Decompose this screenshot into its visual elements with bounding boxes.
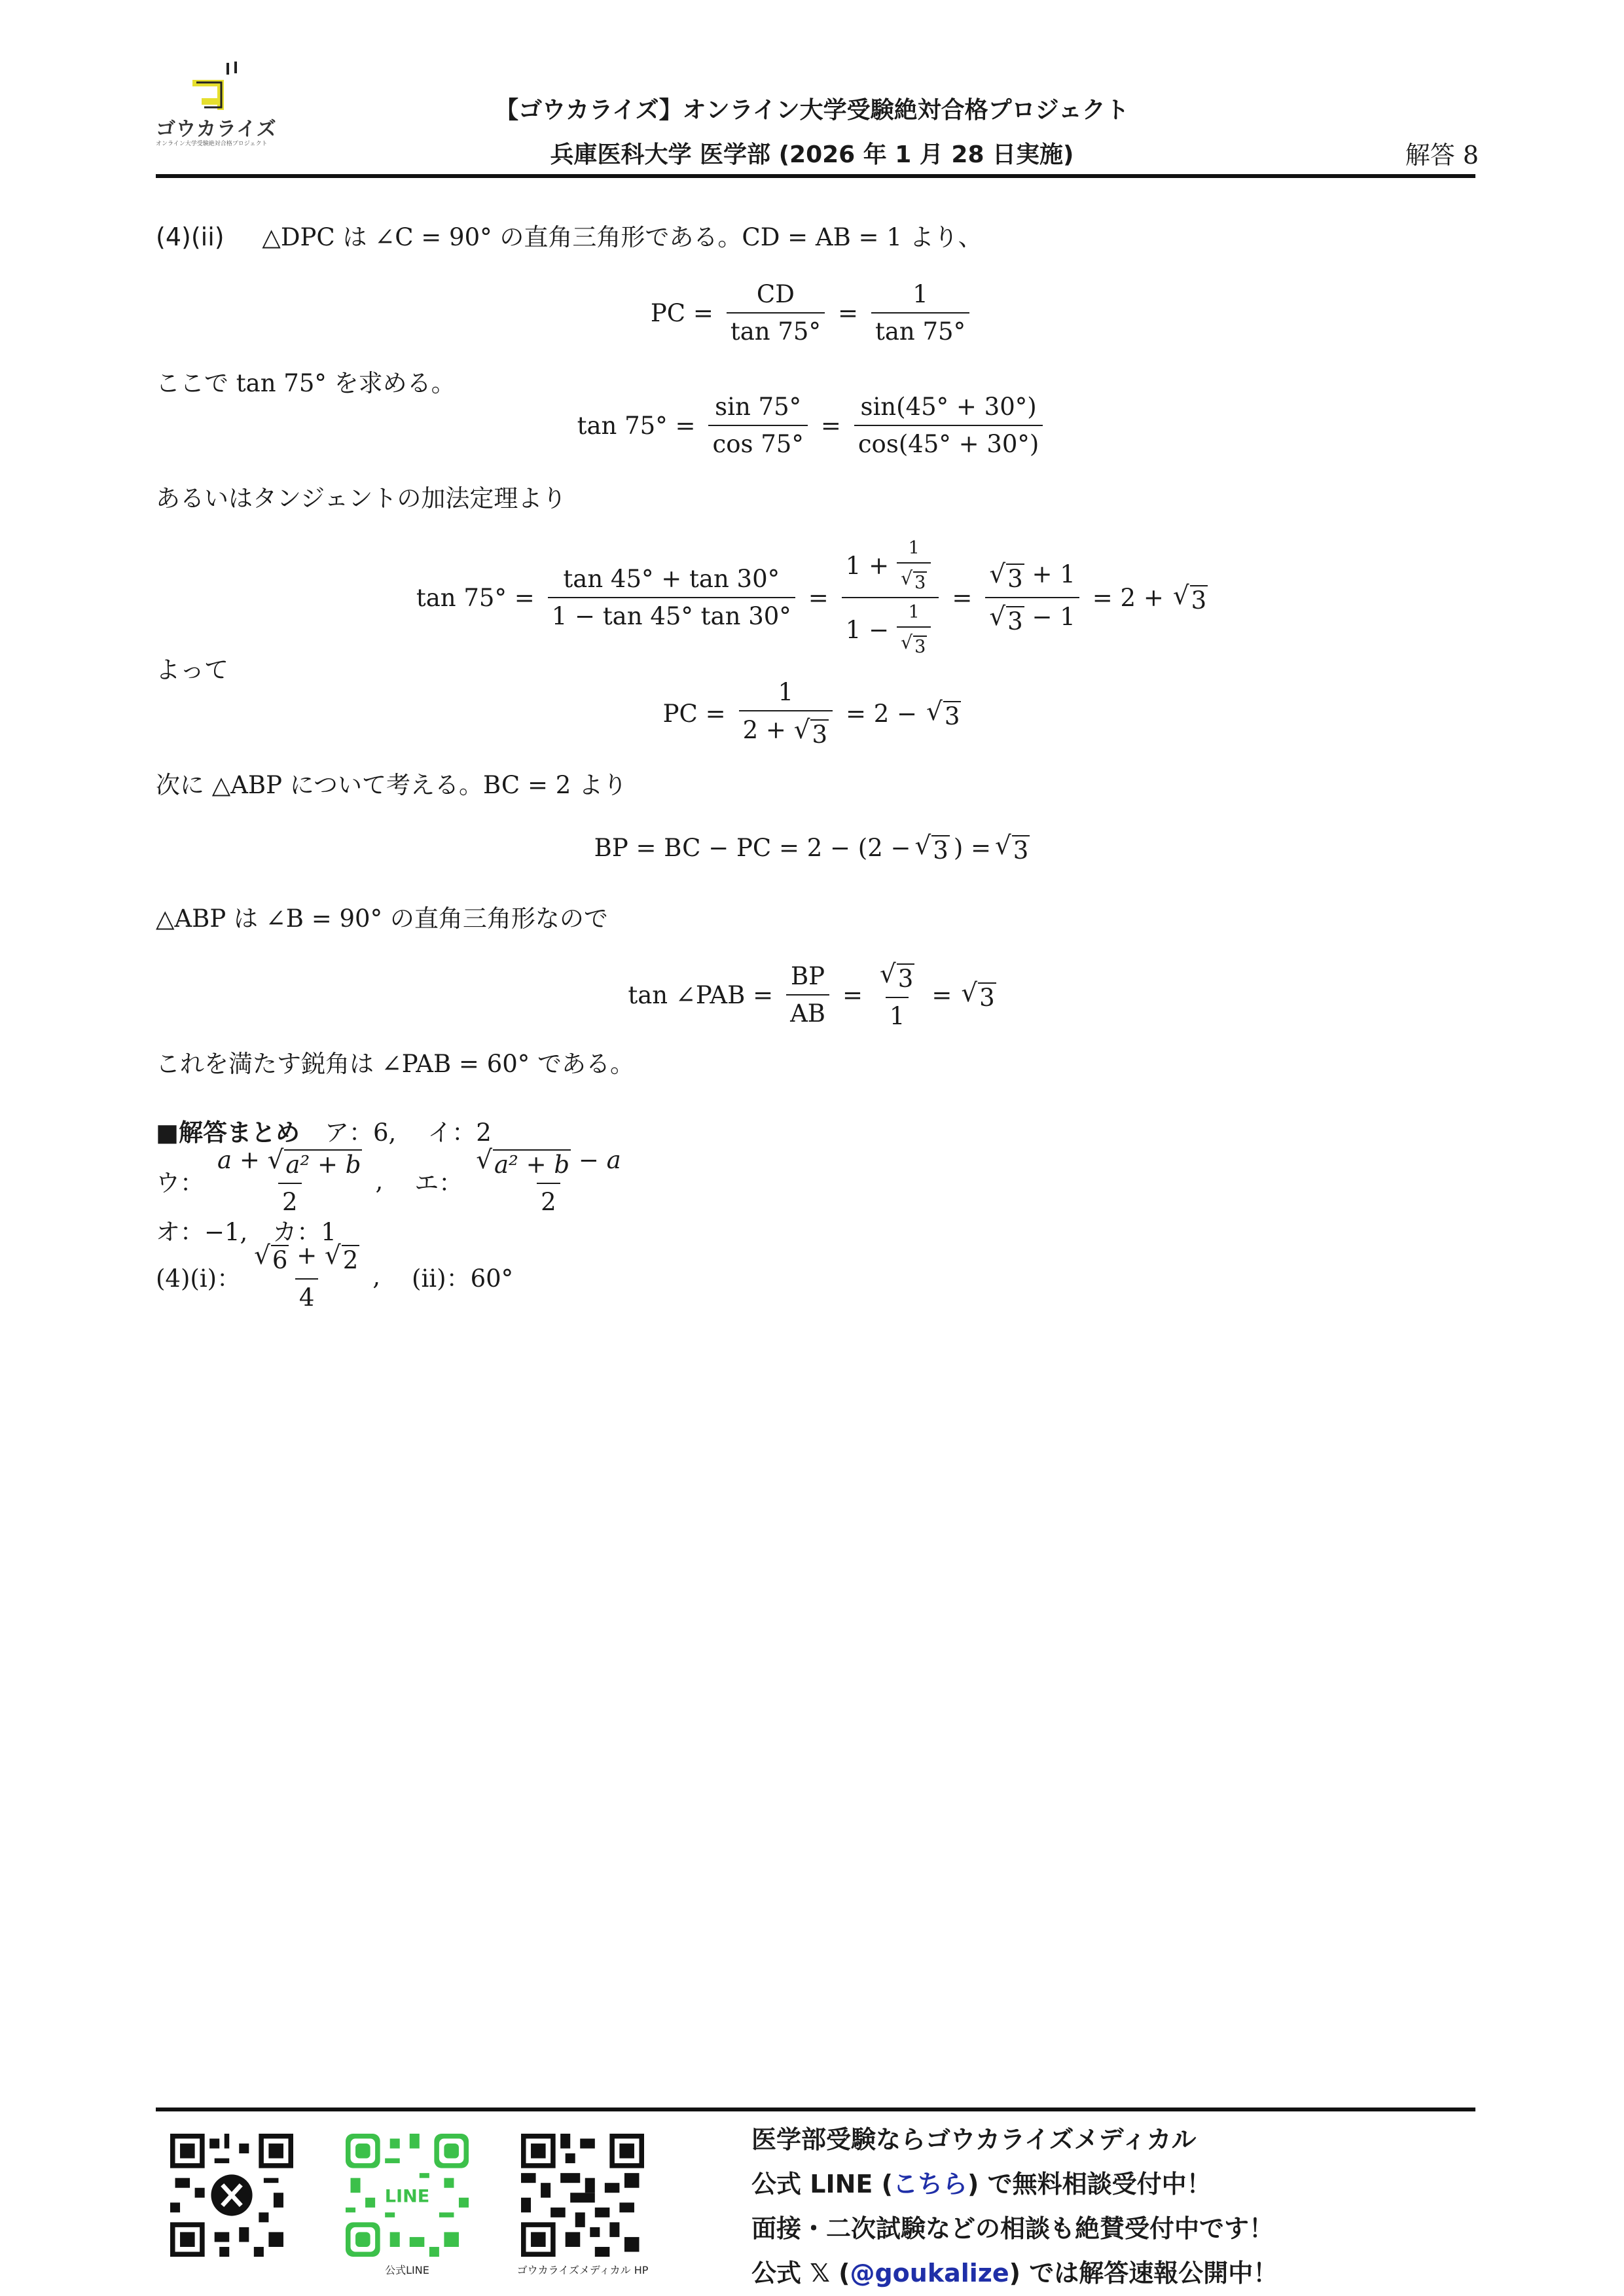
eq3-f3-num-tail: + 1 [1032, 560, 1075, 588]
eq3-subfrac-rad: 3 [914, 573, 926, 593]
x-qr-code-icon[interactable] [170, 2134, 293, 2257]
logo-text: ゴウカライズ [156, 118, 277, 141]
answer-e-rad: a² + b [494, 1151, 570, 1179]
answer-u-den: 2 [278, 1183, 302, 1216]
footer-line-4-pre: 公式 𝕏 ( [751, 2259, 850, 2287]
eq3-f3-num-rad: 3 [1007, 565, 1023, 593]
footer-line-4-post: ) では解答速報公開中！ [1009, 2259, 1278, 2287]
summary-row-1 [156, 1113, 492, 1148]
eq4-lhs: PC = [662, 699, 726, 728]
line-link[interactable]: こちら [892, 2170, 967, 2198]
eq4-fraction: 1 2 + √ 3 [739, 678, 833, 749]
eq5-post: ) = [953, 834, 992, 862]
footer-rule [156, 2108, 1475, 2111]
eq6-f2-num-rad: 3 [897, 965, 914, 993]
eq6-fraction-1 [786, 962, 829, 1028]
eq2-lhs: tan 75° = [577, 411, 696, 440]
eq3-result-rad: 3 [1191, 586, 1207, 615]
eq4-den-pre: 2 + [742, 716, 786, 744]
header-rule [156, 174, 1475, 178]
answer-e-den: 2 [537, 1183, 560, 1216]
eq2-f1-num: sin 75° [715, 393, 802, 421]
answer-i: イ：2 [427, 1119, 492, 1147]
answer-ka: カ：1 [272, 1218, 336, 1246]
problem-line-2: ここで tan 75° を求める。 [156, 369, 456, 397]
eq1-fraction-2 [871, 280, 969, 346]
problem-line-4: よって [156, 656, 228, 684]
eq2-mid: = [820, 411, 841, 440]
equation-tan-addition [0, 538, 1624, 657]
problem-line-1-text: △DPC は ∠C = 90° の直角三角形である。CD = AB = 1 より、 [262, 223, 983, 251]
page-subtitle: 兵庫医科大学 医学部 (2026 年 1 月 28 日実施) [550, 141, 1074, 168]
equation-pc-result [0, 678, 1624, 749]
eq5-pre: BP = BC − PC = 2 − (2 − [594, 834, 911, 862]
x-account-link[interactable]: @goukalize [850, 2259, 1009, 2287]
page-title: 【ゴウカライズ】オンライン大学受験絶対合格プロジェクト [495, 97, 1129, 124]
answer-4i-label: (4)(i)： [156, 1265, 242, 1293]
eq6-lhs: tan ∠PAB = [628, 980, 774, 1009]
eq3-f1-num: tan 45° + tan 30° [563, 565, 780, 593]
equation-tan75-sincos [0, 393, 1624, 458]
eq6-fraction-2: √ 3 1 [880, 960, 914, 1030]
eq3-f3-den-tail: − 1 [1032, 603, 1075, 631]
eq3-fraction-3: √ 3 + 1 √ 3 − 1 [985, 560, 1079, 636]
eq3-result-sqrt: √ 3 [1172, 581, 1207, 615]
eq1-f2-num: 1 [912, 280, 928, 308]
eq3-fraction-2 [842, 538, 939, 657]
eq1-fraction-1 [727, 280, 825, 346]
eq3-eq-b: = [952, 583, 973, 612]
eq4-den-rad: 3 [812, 721, 827, 749]
problem-line-6: △ABP は ∠B = 90° の直角三角形なので [156, 905, 608, 933]
answer-e-num-post: − a [578, 1146, 621, 1174]
summary-heading: ■解答まとめ [156, 1119, 300, 1147]
footer-line-2-post: ) で無料相談受付中！ [967, 2170, 1212, 2198]
eq3-f1-den: 1 − tan 45° tan 30° [548, 597, 795, 630]
problem-label: (4)(ii) [156, 223, 225, 251]
hp-qr-caption: ゴウカライズメディカル HP [516, 2264, 649, 2276]
problem-line-7: これを満たす鋭角は ∠PAB = 60° である。 [156, 1050, 635, 1078]
answer-4i-fraction: √ 6 + √ 2 4 [254, 1241, 359, 1312]
eq6-f1-den: AB [786, 994, 829, 1028]
footer-line-2-pre: 公式 LINE ( [751, 2170, 893, 2198]
eq2-f2-den: cos(45° + 30°) [854, 425, 1043, 458]
eq2-f1-den: cos 75° [708, 425, 807, 458]
answer-4i-rad-2: 2 [342, 1246, 359, 1274]
line-qr-code-icon[interactable] [346, 2134, 469, 2257]
eq1-lhs: PC = [650, 298, 713, 327]
eq6-result-rad: 3 [979, 983, 995, 1012]
eq4-result-sqrt: √ 3 [926, 696, 960, 730]
svg-text:LINE: LINE [384, 2186, 430, 2207]
answer-4ii: (ii)：60° [412, 1265, 514, 1293]
answer-u-num-pre: a + [217, 1146, 260, 1174]
line-qr-caption: 公式LINE [385, 2264, 429, 2276]
logo-subtext: オンライン大学受験絶対合格プロジェクト [156, 141, 268, 147]
answer-u-label: ウ： [156, 1169, 204, 1197]
eq2-fraction-1 [708, 393, 807, 458]
eq4-result: = 2 − [845, 699, 918, 728]
eq6-result-sqrt: √ 3 [961, 978, 995, 1012]
answer-4i-rad-6: 6 [272, 1246, 288, 1274]
eq6-f2-den: 1 [886, 997, 909, 1030]
eq5-sqrt-a: √ 3 [914, 831, 948, 865]
eq2-fraction-2 [854, 393, 1043, 458]
eq3-result: = 2 + [1092, 583, 1164, 612]
answer-4i-plus: + [297, 1242, 317, 1270]
problem-line-1 [156, 223, 983, 253]
eq1-mid: = [837, 298, 858, 327]
summary-row-2 [156, 1145, 629, 1216]
answer-u-rad: a² + b [285, 1151, 361, 1179]
answer-a: ア：6, [324, 1119, 397, 1147]
eq3-subfrac2-rad: 3 [914, 637, 926, 657]
eq3-fraction-1 [548, 565, 795, 630]
eq1-f2-den: tan 75° [871, 312, 969, 346]
page-number: 解答 8 [1405, 141, 1479, 170]
eq1-f1-num: CD [756, 280, 795, 308]
problem-line-5: 次に △ABP について考える。BC = 2 より [156, 771, 628, 799]
footer-line-3: 面接・二次試験などの相談も絶賛受付中です！ [751, 2214, 1274, 2243]
eq6-f1-num: BP [790, 962, 825, 990]
eq3-f2-den-subfrac: 1 √ 3 [897, 602, 931, 657]
eq6-result: = [931, 980, 952, 1009]
eq5-sqrt-b: √ 3 [995, 831, 1029, 865]
eq4-result-rad: 3 [944, 702, 960, 730]
answer-4i-comma: , [372, 1262, 381, 1291]
footer-line-2 [751, 2164, 1212, 2200]
equation-pc [0, 280, 1624, 346]
eq3-subfrac2-num: 1 [908, 602, 920, 622]
footer-line-4 [751, 2253, 1278, 2289]
answer-u-fraction: a + √ a² + b 2 [217, 1145, 361, 1216]
eq3-f2-num-text: 1 + [845, 551, 890, 580]
problem-line-3: あるいはタンジェントの加法定理より [156, 484, 567, 512]
summary-row-4 [156, 1241, 513, 1312]
equation-bp [0, 831, 1624, 865]
eq3-f2-num-subfrac: 1 √ 3 [897, 538, 931, 593]
eq2-f2-num: sin(45° + 30°) [860, 393, 1037, 421]
answer-4i-den: 4 [295, 1278, 319, 1312]
answer-o: オ：−1, [156, 1218, 248, 1246]
eq6-mid: = [842, 980, 863, 1009]
eq1-f1-den: tan 75° [727, 312, 825, 346]
footer-line-1: 医学部受験ならゴウカライズメディカル [751, 2125, 1197, 2154]
answer-e-label: エ： [414, 1169, 463, 1197]
eq3-eq-a: = [808, 583, 829, 612]
eq5-rad-a: 3 [933, 836, 948, 865]
eq3-f2-den-text: 1 − [845, 615, 890, 644]
eq5-rad-b: 3 [1013, 836, 1029, 865]
eq3-lhs: tan 75° = [416, 583, 535, 612]
answer-u-comma: , [375, 1166, 384, 1195]
equation-tan-pab [0, 960, 1624, 1030]
eq3-subfrac-num: 1 [908, 538, 920, 558]
answer-e-fraction: √ a² + b − a 2 [476, 1145, 621, 1216]
eq3-f3-den-rad: 3 [1007, 607, 1023, 636]
hp-qr-code-icon[interactable] [521, 2134, 644, 2257]
eq4-num: 1 [778, 678, 794, 706]
